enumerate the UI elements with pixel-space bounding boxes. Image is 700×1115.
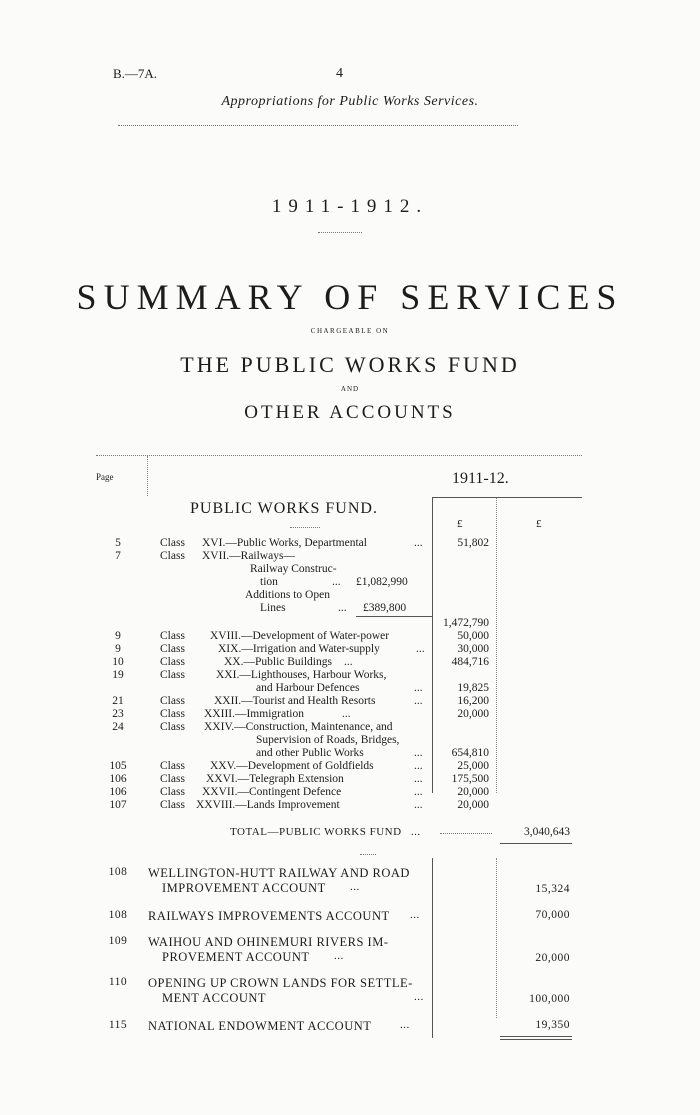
other-accounts-title: OTHER ACCOUNTS bbox=[244, 402, 456, 423]
row-amount: 25,000 bbox=[457, 760, 489, 772]
row-description: XXIV.—Construction, Maintenance, and bbox=[204, 721, 393, 733]
row-description: XXVIII.—Lands Improvement bbox=[196, 799, 340, 811]
financial-year: 1911-1912. bbox=[271, 196, 429, 217]
row-description: XVI.—Public Works, Departmental bbox=[202, 537, 367, 549]
table-row bbox=[0, 643, 700, 656]
table-row bbox=[0, 799, 700, 812]
row-amount: 16,200 bbox=[457, 695, 489, 707]
summary-title: SUMMARY OF SERVICES bbox=[76, 277, 624, 317]
row-leader-dots: ... bbox=[414, 799, 423, 811]
row-class-label: Class bbox=[160, 669, 185, 681]
row-leader-dots: ... bbox=[414, 695, 423, 707]
row-class-label: Class bbox=[160, 656, 185, 668]
row-amount: 20,000 bbox=[457, 799, 489, 811]
row-amount: 50,000 bbox=[457, 630, 489, 642]
row-leader-dots: ... bbox=[342, 708, 351, 720]
row-page: 5 bbox=[115, 537, 121, 549]
row-page: 10 bbox=[112, 656, 124, 668]
row-description: tion bbox=[260, 576, 278, 588]
page-column-label: Page bbox=[96, 472, 114, 482]
total-mark bbox=[360, 854, 376, 855]
row-page: 9 bbox=[115, 630, 121, 642]
table-row bbox=[0, 550, 700, 563]
row-page: 9 bbox=[115, 643, 121, 655]
row-leader-dots: ... bbox=[332, 576, 341, 588]
row-amount: 654,810 bbox=[451, 747, 489, 759]
table-row bbox=[0, 734, 700, 747]
row-amount: 20,000 bbox=[457, 708, 489, 720]
table-row bbox=[0, 786, 700, 799]
final-rule bbox=[500, 1036, 572, 1037]
row-description: XVII.—Railways— bbox=[202, 550, 295, 562]
row-class-label: Class bbox=[160, 786, 185, 798]
account-name: OPENING UP CROWN LANDS FOR SETTLE- bbox=[148, 976, 413, 990]
row-description: XIX.—Irrigation and Water-supply bbox=[218, 643, 380, 655]
account-name-continued: PROVEMENT ACCOUNT bbox=[162, 950, 310, 964]
account-leader-dots: ... bbox=[350, 881, 360, 893]
account-page: 109 bbox=[108, 935, 128, 947]
account-page: 108 bbox=[108, 866, 128, 878]
row-page: 19 bbox=[112, 669, 124, 681]
table-row bbox=[0, 747, 700, 760]
account-name: WAIHOU AND OHINEMURI RIVERS IM- bbox=[148, 935, 389, 949]
row-subtotal: £1,082,990 bbox=[356, 576, 408, 588]
table-row bbox=[0, 708, 700, 721]
row-description: and other Public Works bbox=[256, 747, 364, 759]
table-row bbox=[0, 602, 700, 615]
account-leader-dots: ... bbox=[414, 991, 424, 1003]
row-leader-dots: ... bbox=[344, 656, 353, 668]
row-description: Railway Construc- bbox=[250, 563, 337, 575]
row-subtotal: £389,800 bbox=[363, 602, 407, 614]
row-description: XXIII.—Immigration bbox=[204, 708, 304, 720]
account-amount: 70,000 bbox=[535, 909, 570, 921]
last-account-column-rule bbox=[432, 1018, 433, 1038]
account-leader-dots: ... bbox=[400, 1019, 410, 1031]
account-entry bbox=[0, 1019, 700, 1039]
table-row bbox=[0, 669, 700, 682]
row-class-label: Class bbox=[160, 760, 185, 772]
chargeable-on-label: CHARGEABLE ON bbox=[310, 327, 390, 335]
row-class-label: Class bbox=[160, 773, 185, 785]
currency-symbol-col2: £ bbox=[536, 518, 542, 530]
account-name: WELLINGTON-HUTT RAILWAY AND ROAD bbox=[148, 866, 410, 880]
table-row bbox=[0, 656, 700, 669]
page-column-rule bbox=[147, 456, 148, 496]
row-page: 106 bbox=[109, 786, 127, 798]
row-description: XXV.—Development of Goldfields bbox=[210, 760, 374, 772]
total-amount: 3,040,643 bbox=[524, 826, 570, 838]
row-class-label: Class bbox=[160, 708, 185, 720]
account-amount: 20,000 bbox=[535, 952, 570, 964]
row-class-label: Class bbox=[160, 695, 185, 707]
table-row bbox=[0, 760, 700, 773]
year-rule bbox=[318, 232, 362, 233]
row-amount: 19,825 bbox=[457, 682, 489, 694]
running-title: Appropriations for Public Works Services. bbox=[221, 94, 479, 109]
final-double-rule bbox=[500, 1039, 572, 1040]
row-description: XVIII.—Development of Water-power bbox=[210, 630, 390, 642]
section-title: PUBLIC WORKS FUND. bbox=[190, 500, 378, 517]
table-row bbox=[0, 695, 700, 708]
table-row bbox=[0, 617, 700, 630]
row-leader-dots: ... bbox=[338, 602, 347, 614]
row-page: 7 bbox=[115, 550, 121, 562]
row-amount: 30,000 bbox=[457, 643, 489, 655]
table-top-rule bbox=[96, 455, 582, 456]
table-row bbox=[0, 589, 700, 602]
row-description: Supervision of Roads, Bridges, bbox=[256, 734, 400, 746]
row-page: 106 bbox=[109, 773, 127, 785]
row-description: XXI.—Lighthouses, Harbour Works, bbox=[216, 669, 387, 681]
table-row bbox=[0, 576, 700, 589]
account-name: NATIONAL ENDOWMENT ACCOUNT bbox=[148, 1019, 372, 1033]
header-rule bbox=[118, 125, 518, 126]
row-class-label: Class bbox=[160, 630, 185, 642]
row-amount: 20,000 bbox=[457, 786, 489, 798]
account-page: 110 bbox=[108, 976, 128, 988]
total-label-text: TOTAL—PUBLIC WORKS FUND bbox=[230, 826, 402, 838]
year-column-label: 1911-12. bbox=[452, 470, 509, 487]
account-name-continued: MENT ACCOUNT bbox=[162, 991, 267, 1005]
account-amount: 19,350 bbox=[535, 1019, 570, 1031]
row-amount: 1,472,790 bbox=[443, 617, 489, 629]
account-name: RAILWAYS IMPROVEMENTS ACCOUNT bbox=[148, 909, 390, 923]
account-entry bbox=[0, 976, 700, 1012]
row-class-label: Class bbox=[160, 537, 185, 549]
and-label: AND bbox=[340, 385, 360, 393]
table-row bbox=[0, 721, 700, 734]
row-leader-dots: ... bbox=[414, 786, 423, 798]
row-page: 107 bbox=[109, 799, 127, 811]
account-page: 108 bbox=[108, 909, 128, 921]
row-description: and Harbour Defences bbox=[256, 682, 360, 694]
account-name-continued: IMPROVEMENT ACCOUNT bbox=[162, 881, 326, 895]
row-class-label: Class bbox=[160, 799, 185, 811]
row-leader-dots: ... bbox=[414, 773, 423, 785]
total-leader-dots: ... bbox=[410, 826, 421, 838]
account-amount: 15,324 bbox=[535, 883, 570, 895]
total-label bbox=[230, 826, 421, 838]
table-row bbox=[0, 563, 700, 576]
fund-title: THE PUBLIC WORKS FUND bbox=[180, 352, 520, 377]
row-description: XXVI.—Telegraph Extension bbox=[206, 773, 344, 785]
row-class-label: Class bbox=[160, 550, 185, 562]
account-leader-dots: ... bbox=[334, 950, 344, 962]
table-row bbox=[0, 537, 700, 550]
row-page: 23 bbox=[112, 708, 124, 720]
row-class-label: Class bbox=[160, 721, 185, 733]
row-class-label: Class bbox=[160, 643, 185, 655]
account-amount: 100,000 bbox=[529, 993, 570, 1005]
total-rule bbox=[500, 843, 572, 844]
total-leader-rule bbox=[440, 833, 492, 834]
section-title-rule bbox=[290, 527, 320, 528]
year-header-rule bbox=[432, 497, 582, 498]
table-row bbox=[0, 630, 700, 643]
row-page: 105 bbox=[109, 760, 127, 772]
row-description: Additions to Open bbox=[245, 589, 330, 601]
table-row bbox=[0, 682, 700, 695]
document-reference: B.—7A. bbox=[113, 66, 158, 81]
row-amount: 51,802 bbox=[457, 537, 489, 549]
account-page: 115 bbox=[108, 1019, 128, 1031]
account-leader-dots: ... bbox=[410, 909, 420, 921]
account-entry bbox=[0, 909, 700, 929]
account-entry bbox=[0, 935, 700, 971]
row-description: XXII.—Tourist and Health Resorts bbox=[214, 695, 376, 707]
row-leader-dots: ... bbox=[414, 760, 423, 772]
currency-symbol-col1: £ bbox=[457, 518, 463, 530]
row-leader-dots: ... bbox=[414, 747, 423, 759]
page-number: 4 bbox=[336, 66, 343, 81]
row-leader-dots: ... bbox=[414, 537, 423, 549]
account-entry bbox=[0, 866, 700, 906]
row-leader-dots: ... bbox=[416, 643, 425, 655]
row-description: XXVII.—Contingent Defence bbox=[202, 786, 342, 798]
table-row bbox=[0, 773, 700, 786]
row-description: Lines bbox=[260, 602, 286, 614]
row-leader-dots: ... bbox=[414, 682, 423, 694]
row-description: XX.—Public Buildings bbox=[224, 656, 332, 668]
row-page: 21 bbox=[112, 695, 124, 707]
row-amount: 175,500 bbox=[451, 773, 489, 785]
row-page: 24 bbox=[112, 721, 124, 733]
row-amount: 484,716 bbox=[451, 656, 489, 668]
